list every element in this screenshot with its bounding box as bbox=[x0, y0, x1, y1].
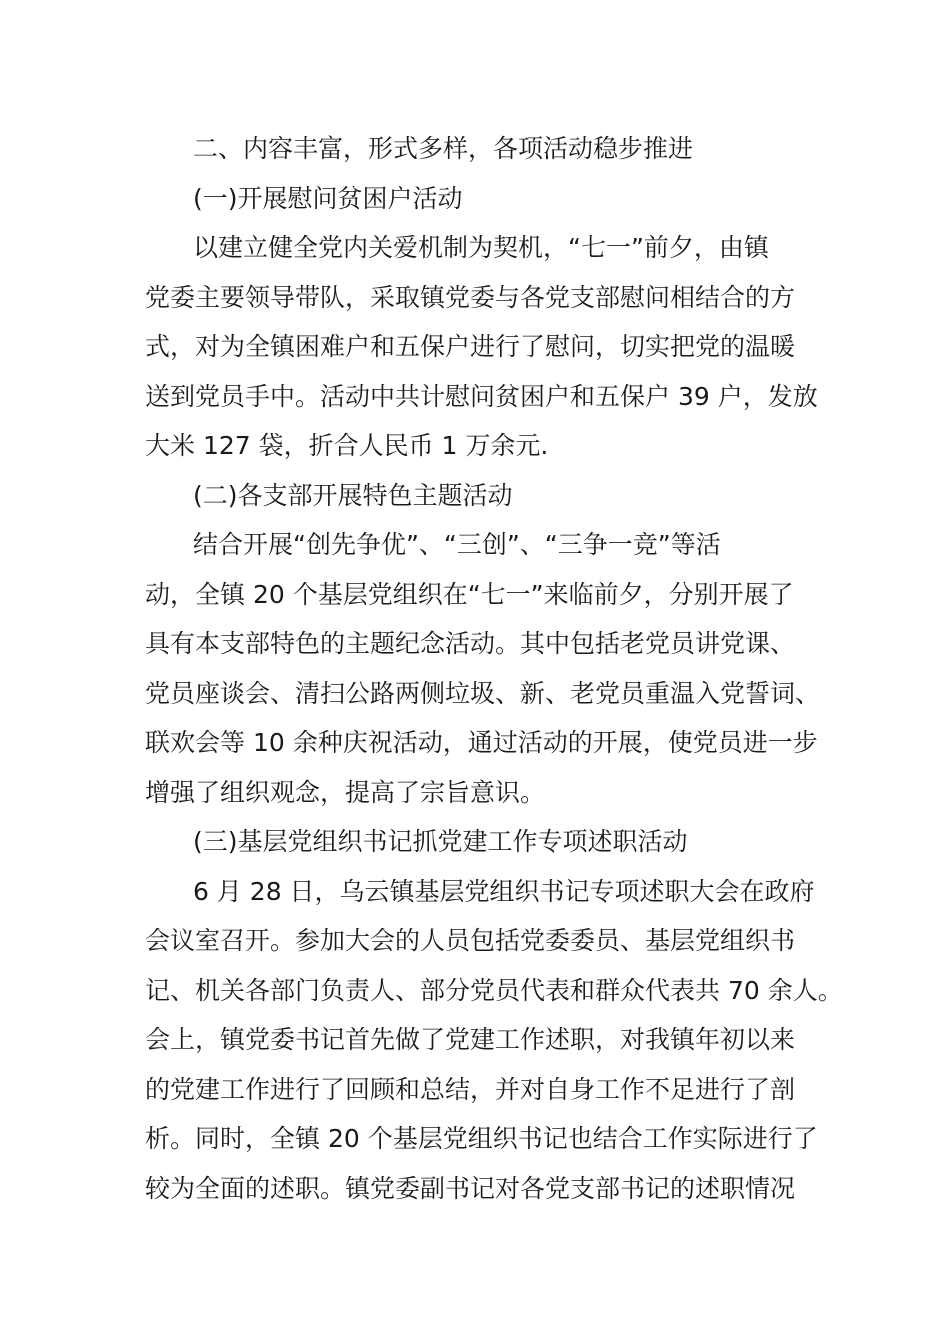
paragraph-line: 记、机关各部门负责人、部分党员代表和群众代表共 70 余人。 bbox=[145, 975, 843, 1005]
paragraph-line: 析。同时，全镇 20 个基层党组织书记也结合工作实际进行了 bbox=[145, 1124, 818, 1153]
paragraph-line: 会议室召开。参加大会的人员包括党委委员、基层党组织书 bbox=[145, 926, 796, 955]
paragraph-line: 党员座谈会、清扫公路两侧垃圾、新、老党员重温入党誓词、 bbox=[145, 678, 821, 708]
paragraph-line: 式，对为全镇困难户和五保户进行了慰问，切实把党的温暖 bbox=[145, 332, 796, 361]
document-body bbox=[145, 124, 843, 1213]
paragraph-line: 以建立健全党内关爱机制为契机，“七一”前夕，由镇 bbox=[193, 233, 769, 262]
paragraph-line: 党委主要领导带队，采取镇党委与各党支部慰问相结合的方 bbox=[145, 282, 796, 312]
paragraph-line: 较为全面的述职。镇党委副书记对各党支部书记的述职情况 bbox=[145, 1173, 796, 1203]
section-heading: 二、内容丰富，形式多样，各项活动稳步推进 bbox=[193, 134, 694, 163]
subsection-heading: (一)开展慰问贫困户活动 bbox=[193, 183, 463, 213]
subsection-heading: (三)基层党组织书记抓党建工作专项述职活动 bbox=[193, 827, 688, 856]
paragraph-line: 具有本支部特色的主题纪念活动。其中包括老党员讲党课、 bbox=[145, 629, 796, 658]
paragraph-line: 的党建工作进行了回顾和总结，并对自身工作不足进行了剖 bbox=[145, 1074, 796, 1104]
paragraph-line: 大米 127 袋，折合人民币 1 万余元. bbox=[145, 431, 549, 460]
paragraph-line: 会上，镇党委书记首先做了党建工作述职，对我镇年初以来 bbox=[145, 1025, 796, 1054]
paragraph-line: 动，全镇 20 个基层党组织在“七一”来临前夕，分别开展了 bbox=[145, 579, 794, 609]
paragraph-line: 送到党员手中。活动中共计慰问贫困户和五保户 39 户，发放 bbox=[145, 381, 818, 411]
paragraph-line: 结合开展“创先争优”、“三创”、“三争一竞”等活 bbox=[193, 530, 721, 559]
paragraph-line: 增强了组织观念，提高了宗旨意识。 bbox=[145, 777, 546, 807]
paragraph-line: 6 月 28 日，乌云镇基层党组织书记专项述职大会在政府 bbox=[193, 876, 815, 906]
subsection-heading: (二)各支部开展特色主题活动 bbox=[193, 480, 513, 510]
paragraph-line: 联欢会等 10 余种庆祝活动，通过活动的开展，使党员进一步 bbox=[145, 728, 818, 757]
